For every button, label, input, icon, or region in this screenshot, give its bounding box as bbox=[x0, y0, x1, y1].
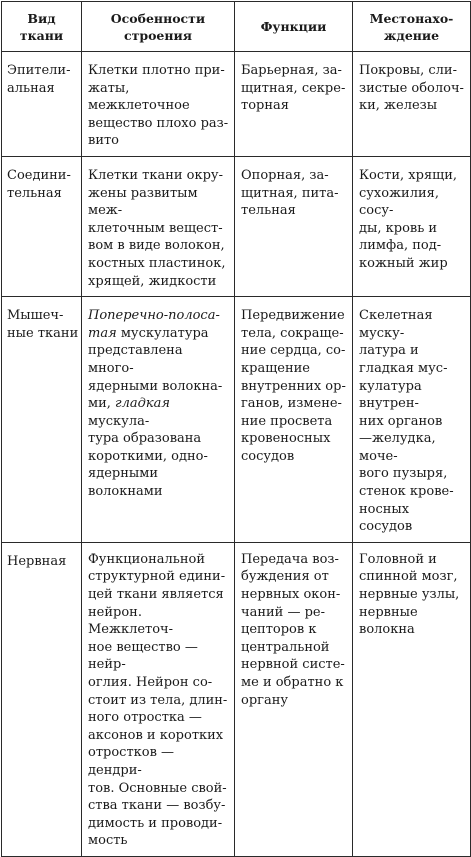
cell-line: короткими, одно- bbox=[88, 448, 208, 464]
cell-line: нейрон. Межклеточ- bbox=[88, 604, 174, 638]
cell-line: щитная, пита- bbox=[241, 185, 339, 201]
cell-line: чаний — ре- bbox=[241, 604, 326, 620]
cell-line: —желудка, моче- bbox=[359, 431, 436, 464]
cell-structure bbox=[82, 297, 235, 543]
cell-line: тельная bbox=[7, 185, 62, 201]
cell-line: ства ткани — возбу- bbox=[88, 798, 226, 814]
cell-line: клеточным вещест- bbox=[88, 220, 223, 236]
table-row bbox=[2, 297, 471, 543]
cell-line: вещество плохо раз- bbox=[88, 115, 229, 131]
cell-line: тельная bbox=[241, 203, 296, 219]
cell-tissue-type bbox=[2, 297, 82, 543]
cell-line: кращение bbox=[241, 360, 310, 376]
cell-functions bbox=[235, 52, 353, 157]
cell-line: центральной bbox=[241, 639, 330, 655]
cell-line: сухожилия, сосу- bbox=[359, 185, 439, 219]
cell-location bbox=[353, 297, 471, 543]
cell-text: мускула- bbox=[88, 413, 150, 429]
cell-line: ядерными волокнами bbox=[88, 466, 163, 500]
cell-line: щитная, секре- bbox=[241, 80, 346, 96]
table-row bbox=[2, 52, 471, 157]
italic-term: тая bbox=[88, 325, 117, 341]
cell-line: Нервная bbox=[7, 553, 67, 569]
cell-line: ядерными волокна- bbox=[88, 378, 223, 394]
cell-line: жаты, межклеточное bbox=[88, 80, 190, 114]
cell-line: Скелетная муску- bbox=[359, 308, 433, 341]
cell-line: нервной систе- bbox=[241, 657, 345, 673]
cell-line: Головной и bbox=[359, 551, 437, 567]
cell-line: вого пузыря, bbox=[359, 466, 448, 482]
header-tissue-type bbox=[2, 2, 82, 52]
cell-line: цей ткани является bbox=[88, 587, 224, 603]
italic-term: Поперечно-полоса- bbox=[88, 308, 220, 324]
cell-line: оглия. Нейрон со- bbox=[88, 675, 213, 690]
cell-location bbox=[353, 52, 471, 157]
cell-line: представлена много- bbox=[88, 343, 183, 376]
cell-line: стенок крове- bbox=[359, 484, 454, 500]
cell-line: торная bbox=[241, 98, 289, 114]
cell-text: мускулатура bbox=[116, 325, 209, 341]
cell-line: кулатура внутрен- bbox=[359, 378, 422, 412]
cell-line: лимфа, под- bbox=[359, 238, 442, 254]
cell-line: Эпители- bbox=[7, 63, 71, 78]
cell-line: спинной мозг, bbox=[359, 569, 458, 585]
cell-functions bbox=[235, 542, 353, 856]
header-row bbox=[2, 2, 471, 52]
header-line: Функции bbox=[260, 19, 327, 34]
cell-structure bbox=[82, 156, 235, 296]
cell-line: нервные узлы, bbox=[359, 587, 460, 603]
italic-term: гладкая bbox=[115, 396, 171, 412]
cell-line: тов. Основные свой- bbox=[88, 780, 227, 796]
cell-tissue-type bbox=[2, 156, 82, 296]
cell-line: зистые оболоч- bbox=[359, 80, 464, 96]
cell-line: аксонов и коротких bbox=[88, 727, 224, 743]
cell-line: Передача воз- bbox=[241, 551, 339, 567]
cell-line: ды, кровь и bbox=[359, 220, 438, 236]
cell-functions bbox=[235, 156, 353, 296]
cell-line: структурной едини- bbox=[88, 569, 226, 585]
cell-line: кровеносных bbox=[241, 431, 331, 447]
cell-line: нервных окон- bbox=[241, 587, 341, 603]
cell-line: отростков — дендри- bbox=[88, 745, 175, 778]
cell-line: Покровы, сли- bbox=[359, 63, 457, 78]
cell-line: ние сердца, со- bbox=[241, 343, 346, 359]
header-structure bbox=[82, 2, 235, 52]
cell-line: буждения от bbox=[241, 569, 329, 585]
table-row bbox=[2, 156, 471, 296]
cell-line: ное вещество — нейр- bbox=[88, 639, 198, 673]
cell-line: ные ткани bbox=[7, 325, 79, 341]
header-line: Вид ткани bbox=[19, 10, 64, 43]
cell-location bbox=[353, 542, 471, 856]
header-line: строения bbox=[123, 27, 193, 43]
cell-line: Клетки ткани окру- bbox=[88, 167, 223, 183]
header-functions bbox=[235, 2, 353, 52]
cell-line: вом в виде волокон, bbox=[88, 238, 225, 254]
cell-line: ние просвета bbox=[241, 413, 333, 429]
cell-line: жены развитым меж- bbox=[88, 185, 198, 219]
cell-line: сосудов bbox=[241, 448, 295, 464]
cell-line: ного отростка — bbox=[88, 710, 202, 726]
cell-line: органу bbox=[241, 692, 289, 708]
cell-line: Функциональной bbox=[88, 551, 205, 567]
cell-line: латура и bbox=[359, 343, 419, 359]
header-line: ждение bbox=[383, 27, 440, 43]
table-row bbox=[2, 542, 471, 856]
cell-line: костных пластинок, bbox=[88, 255, 226, 271]
cell-line: гладкая мус- bbox=[359, 360, 448, 376]
cell-functions bbox=[235, 297, 353, 543]
cell-line: димость и проводи- bbox=[88, 815, 223, 831]
header-location bbox=[353, 2, 471, 52]
cell-line: ганов, измене- bbox=[241, 396, 342, 412]
cell-text: ми, bbox=[88, 396, 116, 412]
cell-line: цепторов к bbox=[241, 622, 317, 638]
cell-line: Мышеч- bbox=[7, 308, 64, 324]
cell-line: хрящей, жидкости bbox=[88, 273, 217, 289]
cell-line: мость bbox=[88, 833, 128, 849]
cell-location bbox=[353, 156, 471, 296]
cell-line: тела, сокраще- bbox=[241, 325, 344, 341]
cell-line: альная bbox=[7, 80, 55, 96]
cell-line: Соедини- bbox=[7, 167, 71, 183]
cell-line: Опорная, за- bbox=[241, 167, 329, 183]
header-line: Особенности bbox=[110, 10, 206, 26]
cell-line: стоит из тела, длин- bbox=[88, 692, 228, 708]
tissue-table bbox=[1, 1, 471, 857]
cell-structure bbox=[82, 52, 235, 157]
cell-line: Кости, хрящи, bbox=[359, 167, 458, 183]
cell-line: вито bbox=[88, 133, 120, 149]
cell-line: Барьерная, за- bbox=[241, 63, 342, 78]
cell-line: Клетки плотно при- bbox=[88, 63, 225, 78]
cell-tissue-type bbox=[2, 52, 82, 157]
cell-line: внутренних ор- bbox=[241, 378, 346, 394]
cell-line: ме и обратно к bbox=[241, 675, 344, 690]
cell-structure bbox=[82, 542, 235, 856]
cell-line: Передвижение bbox=[241, 308, 345, 324]
cell-line: нервные волокна bbox=[359, 604, 418, 638]
cell-line: кожный жир bbox=[359, 255, 448, 271]
header-line: Местонахо- bbox=[369, 10, 454, 26]
cell-line: ки, железы bbox=[359, 98, 438, 114]
cell-line: носных сосудов bbox=[359, 501, 413, 535]
cell-tissue-type bbox=[2, 542, 82, 856]
cell-line: тура образована bbox=[88, 431, 202, 447]
cell-line: них органов bbox=[359, 413, 443, 429]
